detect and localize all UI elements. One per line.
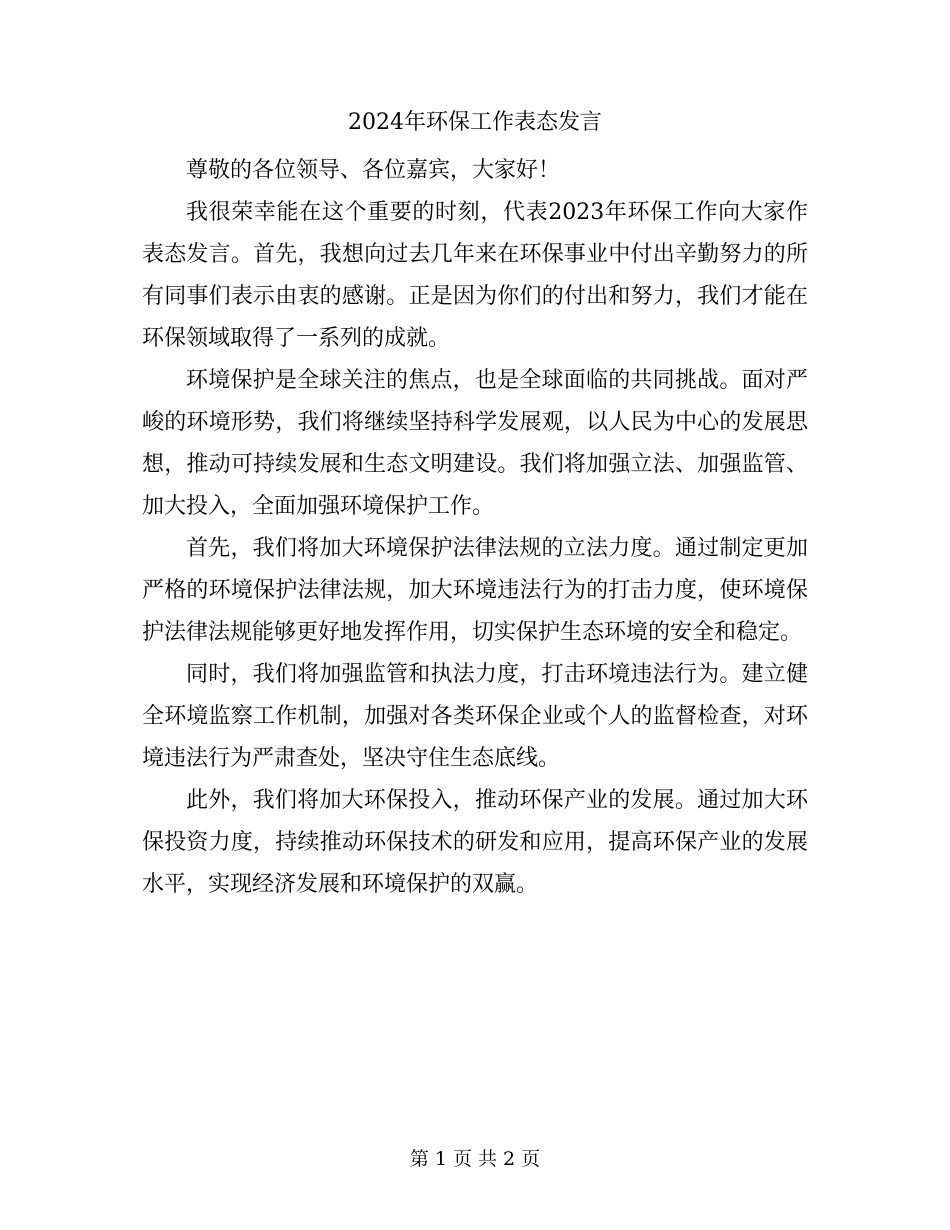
paragraph-environment: 环境保护是全球关注的焦点，也是全球面临的共同挑战。面对严峻的环境形势，我们将继续坚持科学发展观，以人民为中心的发展思想，推动可持续发展和生态文明建设。我们将加强立法、加强监管、加大投入，全面加强环境保护工作。 [142, 368, 808, 519]
page-number-footer: 第 1 页 共 2 页 [409, 1148, 541, 1170]
document-body [142, 150, 808, 906]
document-title: 2024年环保工作表态发言 [348, 110, 602, 135]
paragraph-supervision: 同时，我们将加强监管和执法力度，打击环境违法行为。建立健全环境监察工作机制，加强对各类环保企业或个人的监督检查，对环境违法行为严肃查处，坚决守住生态底线。 [142, 662, 808, 771]
paragraph-legislation: 首先，我们将加大环境保护法律法规的立法力度。通过制定更加严格的环境保护法律法规，加大环境违法行为的打击力度，使环境保护法律法规能够更好地发挥作用，切实保护生态环境的安全和稳定。 [142, 536, 808, 645]
paragraph-investment: 此外，我们将加大环保投入，推动环保产业的发展。通过加大环保投资力度，持续推动环保技术的研发和应用，提高环保产业的发展水平，实现经济发展和环境保护的双赢。 [142, 788, 808, 897]
paragraph-greeting: 尊敬的各位领导、各位嘉宾，大家好！ [186, 158, 561, 183]
paragraph-intro: 我很荣幸能在这个重要的时刻，代表2023年环保工作向大家作表态发言。首先，我想向过去几年来在环保事业中付出辛勤努力的所有同事们表示由衷的感谢。正是因为你们的付出和努力，我们才能在环保领域取得了一系列的成就。 [142, 200, 808, 351]
